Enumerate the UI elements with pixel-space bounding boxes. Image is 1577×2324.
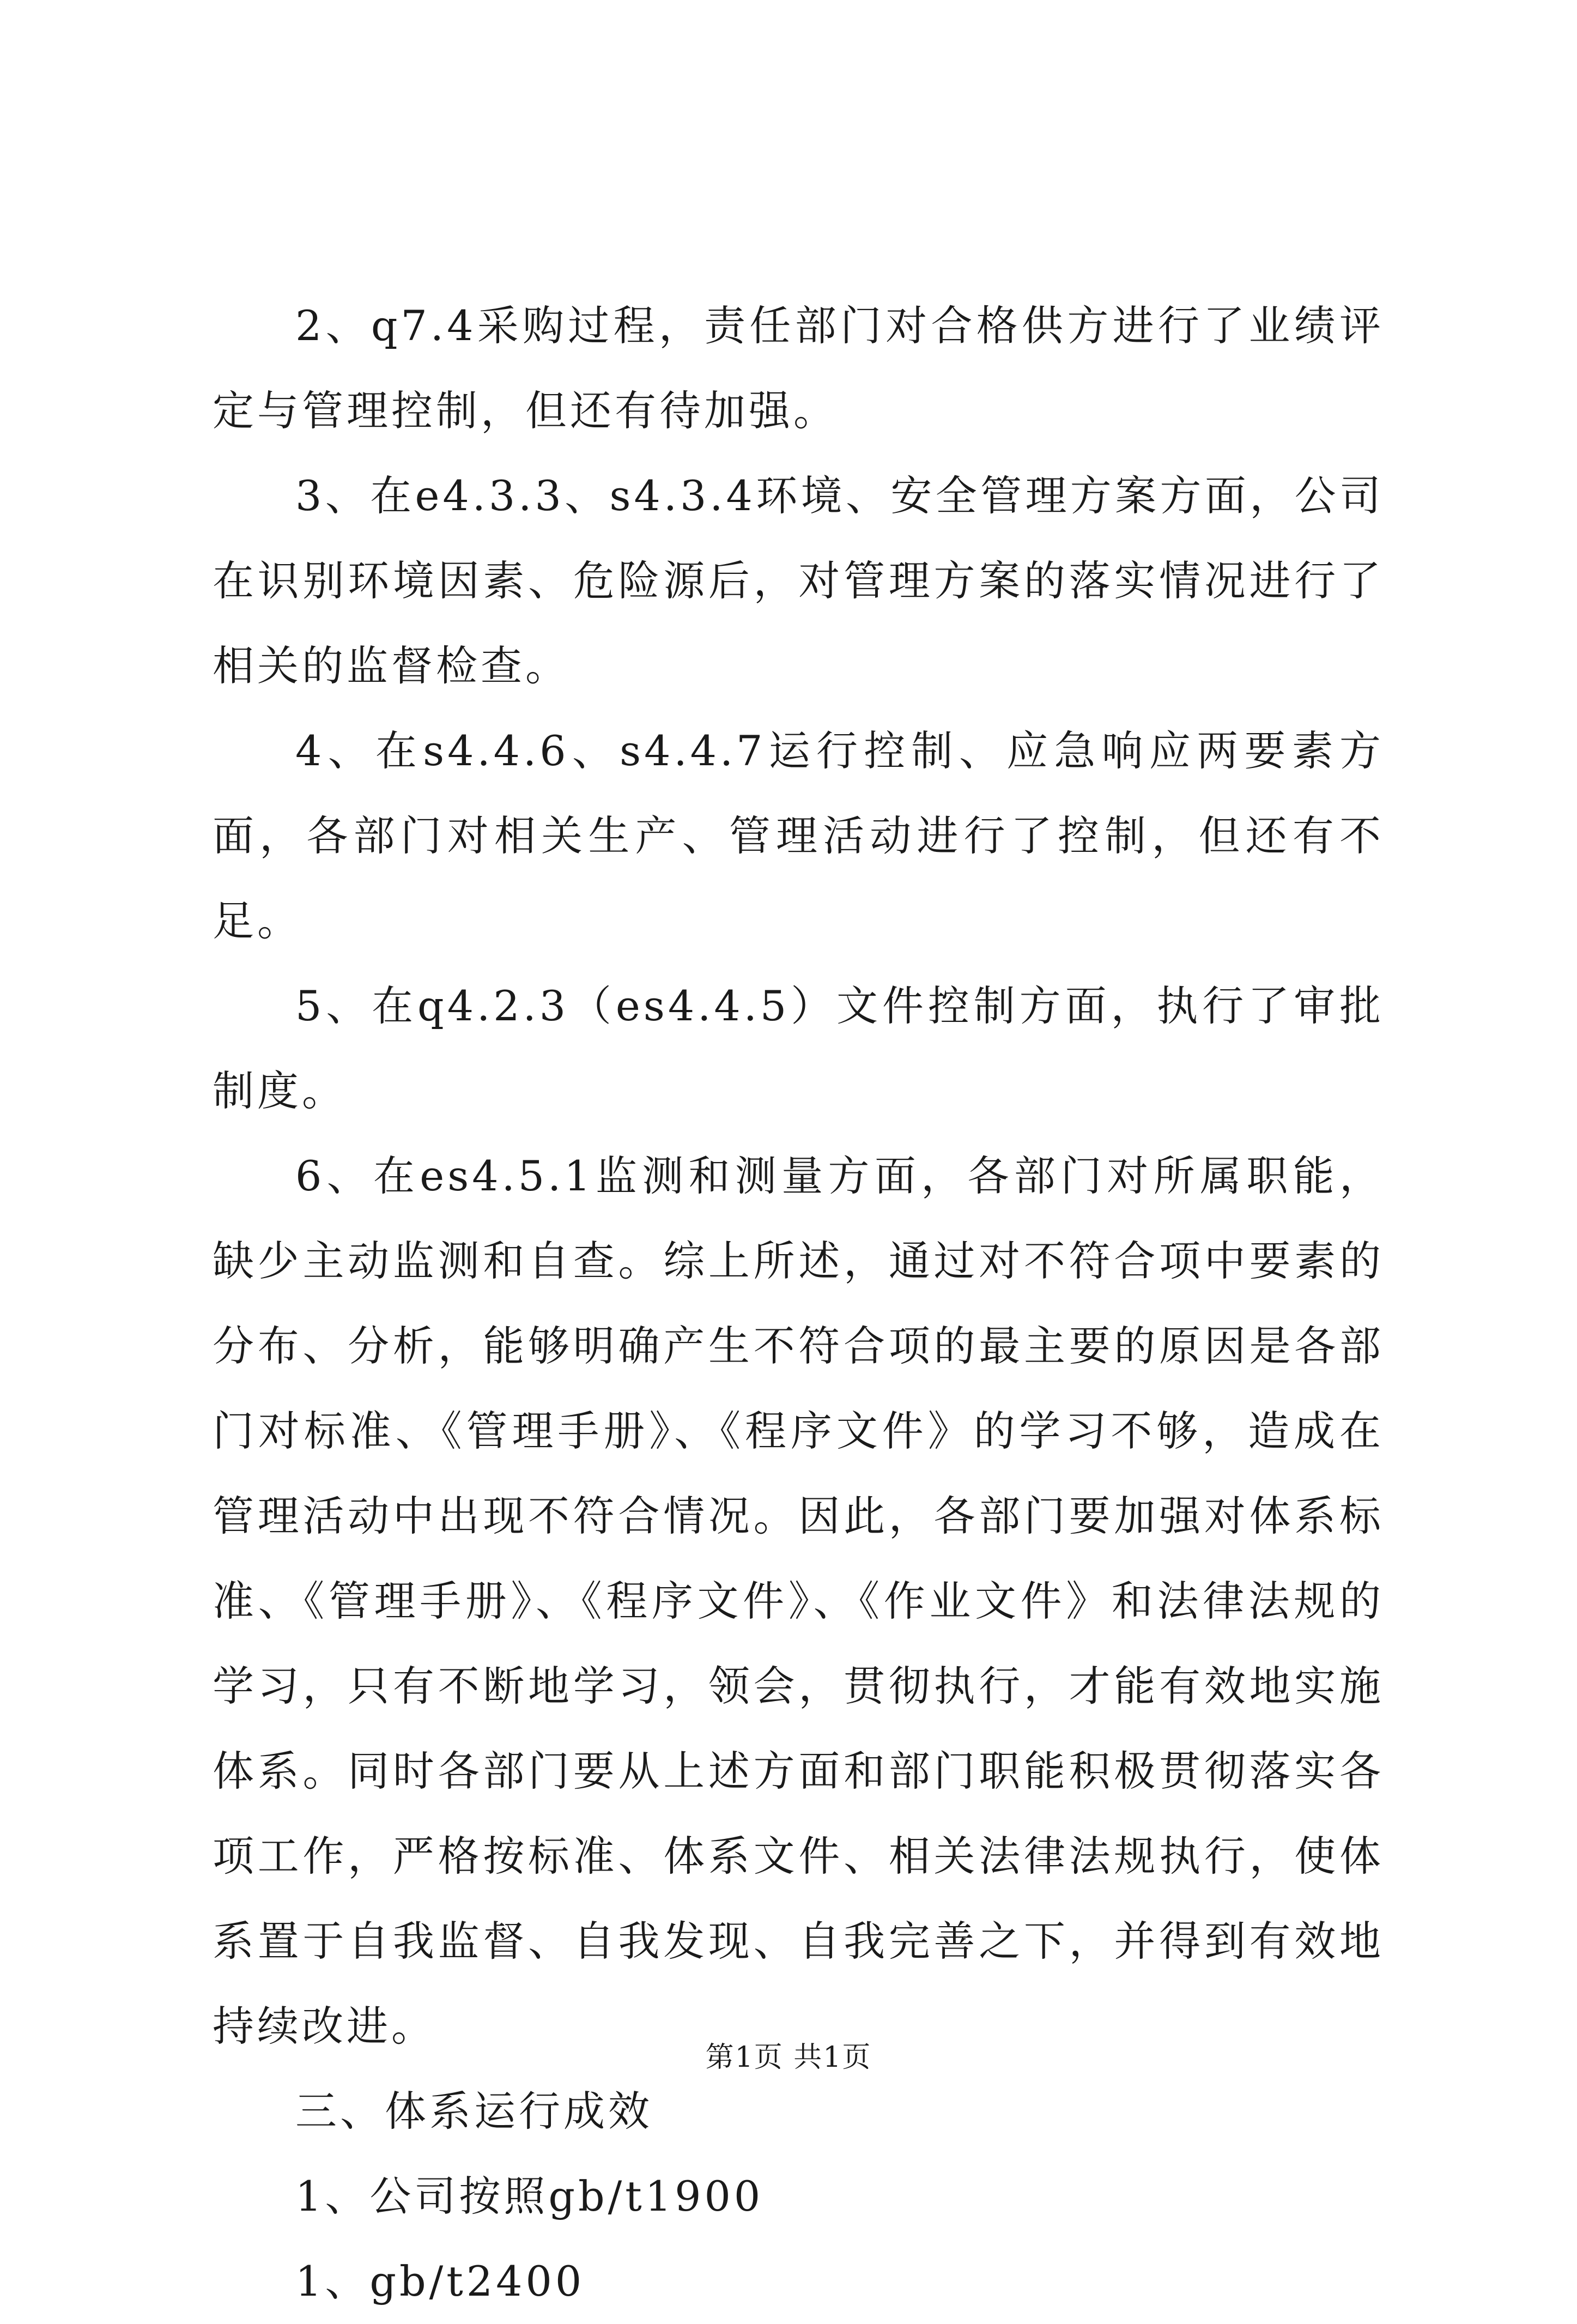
page-footer: 第1页 共1页: [705, 2041, 872, 2074]
section-heading: 三、体系运行成效: [295, 2087, 653, 2135]
list-item-gb-t2400: 1、gb/t2400: [295, 2257, 585, 2305]
document-body: [213, 283, 1384, 2324]
paragraph-item-2: 2、q7.4采购过程，责任部门对合格供方进行了业绩评定与管理控制，但还有待加强。: [213, 301, 1384, 435]
paragraph-item-4: 4、在s4.4.6、s4.4.7运行控制、应急响应两要素方面，各部门对相关生产、管理活动进行了控制，但还有不足。: [213, 727, 1384, 945]
paragraph-item-5: 5、在q4.2.3（es4.4.5）文件控制方面，执行了审批制度。: [213, 982, 1384, 1115]
paragraph-item-3: 3、在e4.3.3、s4.3.4环境、安全管理方案方面，公司在识别环境因素、危险源后，对管理方案的落实情况进行了相关的监督检查。: [213, 471, 1384, 690]
list-item-gb-t1900: 1、公司按照gb/t1900: [295, 2172, 764, 2220]
paragraph-item-6: 6、在es4.5.1监测和测量方面，各部门对所属职能，缺少主动监测和自查。综上所述，通过对不符合项中要素的分布、分析，能够明确产生不符合项的最主要的原因是各部门对标准、《管理手册》、《程序文件》的学习不够，造成在管理活动中出现不符合情况。因此，各部门要加强对体系标准、《管理手册》、《程序文件》、《作业文件》和法律法规的学习，只有不断地学习，领会，贯彻执行，才能有效地实施体系。同时各部门要从上述方面和部门职能积极贯彻落实各项工作，严格按标准、体系文件、相关法律法规执行，使体系置于自我监督、自我发现、自我完善之下，并得到有效地持续改进。: [213, 1152, 1384, 2050]
